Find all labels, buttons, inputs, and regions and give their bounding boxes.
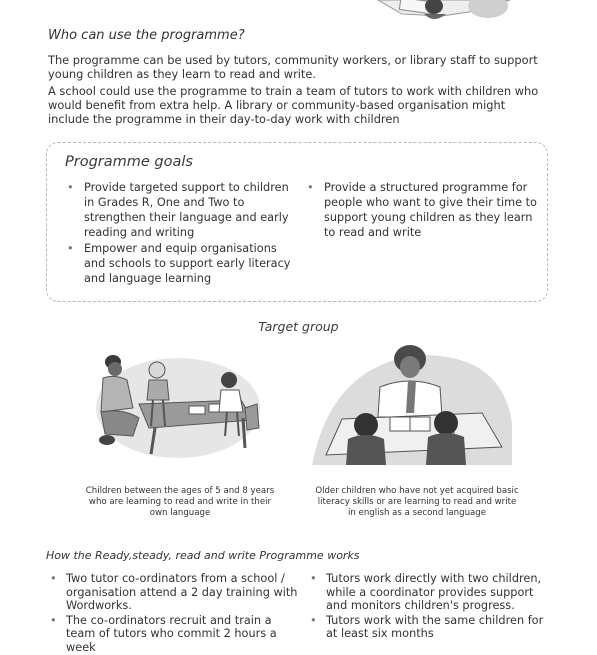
target-group-title: Target group: [258, 319, 339, 334]
goals-left-list: [65, 180, 293, 287]
who-paragraph-1: The programme can be used by tutors, community workers, or library staff to support young children as they learn to read and write.: [48, 53, 538, 81]
who-paragraph-2: A school could use the programme to train a team of tutors to work with children who would benefit from extra help. A library or community-based organisation might include the programme in their day-to-day work with children: [48, 84, 539, 126]
goals-right-list: [305, 180, 537, 241]
goals-title: Programme goals: [65, 154, 193, 170]
caption-young-children: Children between the ages of 5 and 8 years who are learning to read and write in their own language: [85, 486, 275, 518]
how-item: • Tutors work with the same children for at least six months: [308, 614, 558, 641]
how-right-list: [308, 572, 558, 642]
goal-item: • Provide a structured programme for people who want to give their time to support young children as they learn to read and write: [305, 180, 537, 240]
how-item: • Tutors work directly with two children, while a coordinator provides support and monitors children's progress.: [308, 572, 558, 613]
how-it-works-title: How the Ready,steady, read and write Programme works: [46, 549, 360, 562]
how-left-list: [48, 572, 298, 655]
top-illustration: [372, 0, 512, 24]
young-children-illustration: [93, 348, 263, 458]
programme-goals-box: [46, 142, 548, 302]
goal-item: • Empower and equip organisations and schools to support early literacy and language learning: [65, 241, 293, 286]
who-heading: Who can use the programme?: [48, 28, 245, 43]
goal-item: • Provide targeted support to children in Grades R, One and Two to strengthen their language and early reading and writing: [65, 180, 293, 240]
caption-older-children: Older children who have not yet acquired basic literacy skills or are learning to read and write in english as a second language: [315, 486, 519, 518]
how-item: • The co-ordinators recruit and train a team of tutors who commit 2 hours a week: [48, 614, 298, 655]
how-item: • Two tutor co-ordinators from a school / organisation attend a 2 day training with Wordworks.: [48, 572, 298, 613]
older-children-illustration: [312, 343, 512, 465]
